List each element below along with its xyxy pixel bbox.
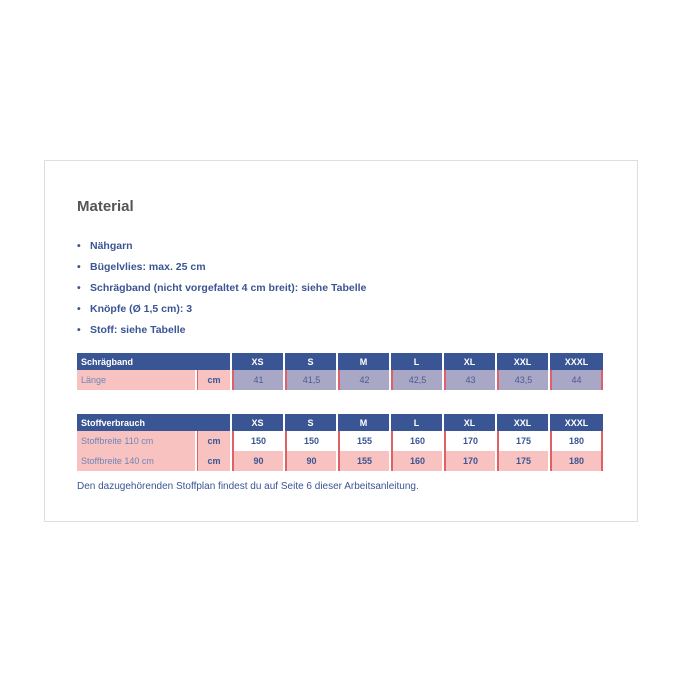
list-item-text: Stoff: siehe Tabelle <box>90 324 186 336</box>
section-title: Material <box>77 198 134 215</box>
list-item-text: Bügelvlies: max. 25 cm <box>90 261 206 273</box>
size-header: L <box>391 414 442 431</box>
bullet-icon: • <box>77 303 81 315</box>
table-cell: 180 <box>550 431 603 451</box>
table-cell: 44 <box>550 370 603 390</box>
list-item-text: Schrägband (nicht vorgefaltet 4 cm breit): siehe Tabelle <box>90 282 367 294</box>
table-cell: 90 <box>232 451 283 471</box>
table-cell: 160 <box>391 431 442 451</box>
list-item <box>77 239 366 260</box>
table-cell: 150 <box>232 431 283 451</box>
bullet-icon: • <box>77 324 81 336</box>
table-cell: 150 <box>285 431 336 451</box>
list-item-text: Nähgarn <box>90 240 133 252</box>
size-header: XXL <box>497 353 548 370</box>
list-item-text: Knöpfe (Ø 1,5 cm): 3 <box>90 303 193 315</box>
table-cell: 170 <box>444 431 495 451</box>
size-header: S <box>285 414 336 431</box>
size-header: L <box>391 353 442 370</box>
table-cell: 41,5 <box>285 370 336 390</box>
materials-list <box>77 239 366 344</box>
size-header: XL <box>444 353 495 370</box>
stoffverbrauch-table <box>75 414 605 471</box>
table-cell: 155 <box>338 431 389 451</box>
table-header-label: Stoffverbrauch <box>77 414 230 431</box>
table-cell: 90 <box>285 451 336 471</box>
table-row <box>77 431 603 451</box>
row-unit: cm <box>197 370 230 390</box>
size-header: XXXL <box>550 353 603 370</box>
table-row <box>77 451 603 471</box>
row-label: Stoffbreite 140 cm <box>77 451 195 471</box>
table-cell: 175 <box>497 431 548 451</box>
list-item <box>77 302 366 323</box>
table-cell: 43 <box>444 370 495 390</box>
table-header-row <box>77 414 603 431</box>
size-header: XS <box>232 414 283 431</box>
row-label: Länge <box>77 370 195 390</box>
table-row <box>77 370 603 390</box>
row-unit: cm <box>197 431 230 451</box>
size-header: M <box>338 353 389 370</box>
footnote: Den dazugehörenden Stoffplan findest du auf Seite 6 dieser Arbeitsanleitung. <box>77 481 419 492</box>
table-header-label: Schrägband <box>77 353 230 370</box>
table-cell: 175 <box>497 451 548 471</box>
size-header: XL <box>444 414 495 431</box>
table-cell: 180 <box>550 451 603 471</box>
material-card <box>44 160 638 522</box>
table-header-row <box>77 353 603 370</box>
table-cell: 170 <box>444 451 495 471</box>
bullet-icon: • <box>77 282 81 294</box>
table-cell: 41 <box>232 370 283 390</box>
size-header: XXL <box>497 414 548 431</box>
table-cell: 42,5 <box>391 370 442 390</box>
table-cell: 42 <box>338 370 389 390</box>
size-header: S <box>285 353 336 370</box>
bullet-icon: • <box>77 240 81 252</box>
table-cell: 160 <box>391 451 442 471</box>
bullet-icon: • <box>77 261 81 273</box>
table-cell: 43,5 <box>497 370 548 390</box>
list-item <box>77 281 366 302</box>
row-unit: cm <box>197 451 230 471</box>
table-cell: 155 <box>338 451 389 471</box>
size-header: M <box>338 414 389 431</box>
size-header: XXXL <box>550 414 603 431</box>
size-header: XS <box>232 353 283 370</box>
list-item <box>77 323 366 344</box>
schraegband-table <box>75 353 605 390</box>
list-item <box>77 260 366 281</box>
row-label: Stoffbreite 110 cm <box>77 431 195 451</box>
